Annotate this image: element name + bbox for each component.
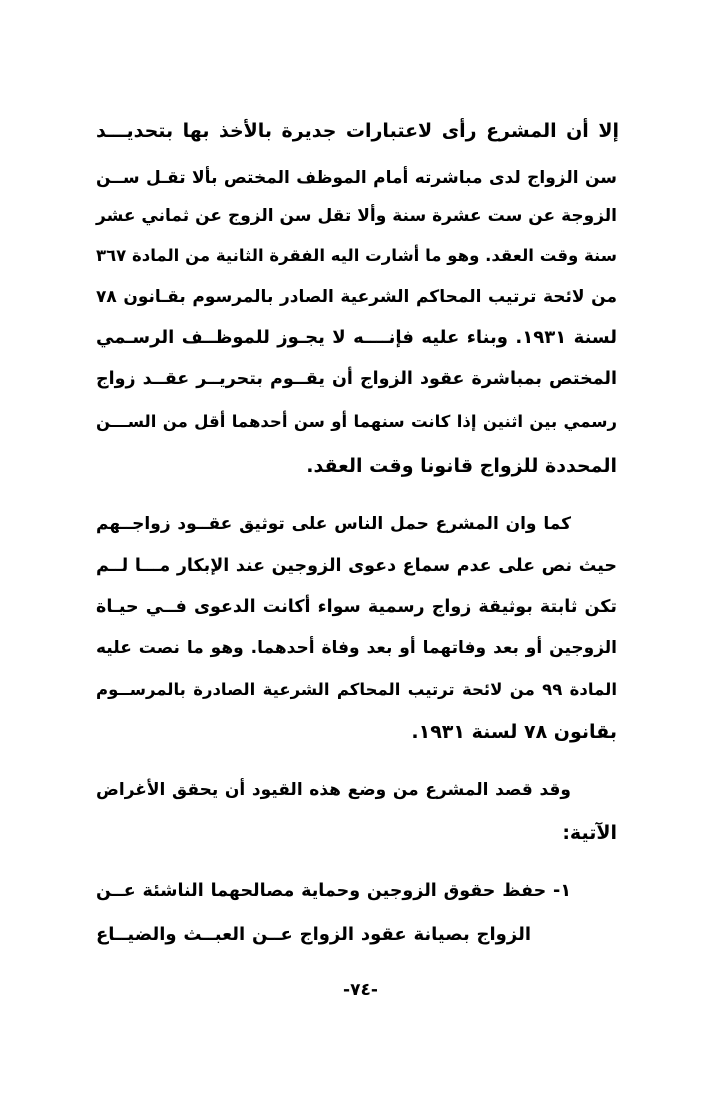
paragraph-3-line-2: الآتية: bbox=[562, 822, 617, 844]
paragraph-2-line-6: بقانون ٧٨ لسنة ١٩٣١. bbox=[411, 721, 617, 743]
paragraph-1-line-3: الزوجة عن ست عشرة سنة وألا تقل سن الزوج عن ثماني عشر bbox=[96, 206, 617, 226]
paragraph-2-line-3: تكن ثابتة بوثيقة زواج رسمية سواء أكانت الدعوى فــي حيـاة bbox=[96, 597, 617, 617]
paragraph-2-line-2: حيث نص على عدم سماع دعوى الزوجين عند الإبكار مـــا لــم bbox=[96, 556, 617, 576]
paragraph-1-line-5: من لائحة ترتيب المحاكم الشرعية الصادر بالمرسوم بقـانون ٧٨ bbox=[96, 287, 617, 307]
paragraph-1-line-6: لسنة ١٩٣١. وبناء عليه فإنــــه لا يجـوز للموظــف الرسـمي bbox=[96, 327, 617, 348]
paragraph-3-line-1: وقد قصد المشرع من وضع هذه القيود أن يحقق الأغراض bbox=[96, 780, 571, 800]
page-number: -٧٤- bbox=[343, 980, 378, 1000]
paragraph-1-line-8: رسمي بين اثنين إذا كانت سنهما أو سن أحدهما أقل من الســـن bbox=[96, 412, 617, 431]
paragraph-2-line-4: الزوجين أو بعد وفاتهما أو بعد وفاة أحدهما. وهو ما نصت عليه bbox=[96, 638, 617, 658]
paragraph-1-line-2: سن الزواج لدى مباشرته أمام الموظف المختص بألا تقـل ســن bbox=[96, 168, 617, 188]
list-item-1-line-1: ١- حفظ حقوق الزوجين وحماية مصالحهما الناشئة عــن bbox=[96, 881, 571, 901]
paragraph-1-line-9: المحددة للزواج قانونا وقت العقد. bbox=[306, 455, 617, 477]
paragraph-1-line-1: إلا أن المشرع رأى لاعتبارات جديرة بالأخذ بها بتحديـــد bbox=[96, 120, 619, 142]
list-item-1-line-2: الزواج بصيانة عقود الزواج عــن العبــث والضيــاع bbox=[96, 924, 531, 945]
paragraph-2-line-1: كما وان المشرع حمل الناس على توثيق عقــود زواجــهم bbox=[96, 514, 571, 534]
paragraph-1-line-7: المختص بمباشرة عقود الزواج أن يقــوم بتحريــر عقــد زواج bbox=[96, 369, 617, 389]
paragraph-1-line-4: سنة وقت العقد. وهو ما أشارت اليه الفقرة الثانية من المادة ٣٦٧ bbox=[96, 246, 617, 265]
paragraph-2-line-5: المادة ٩٩ من لائحة ترتيب المحاكم الشرعية الصادرة بالمرســوم bbox=[96, 680, 617, 699]
